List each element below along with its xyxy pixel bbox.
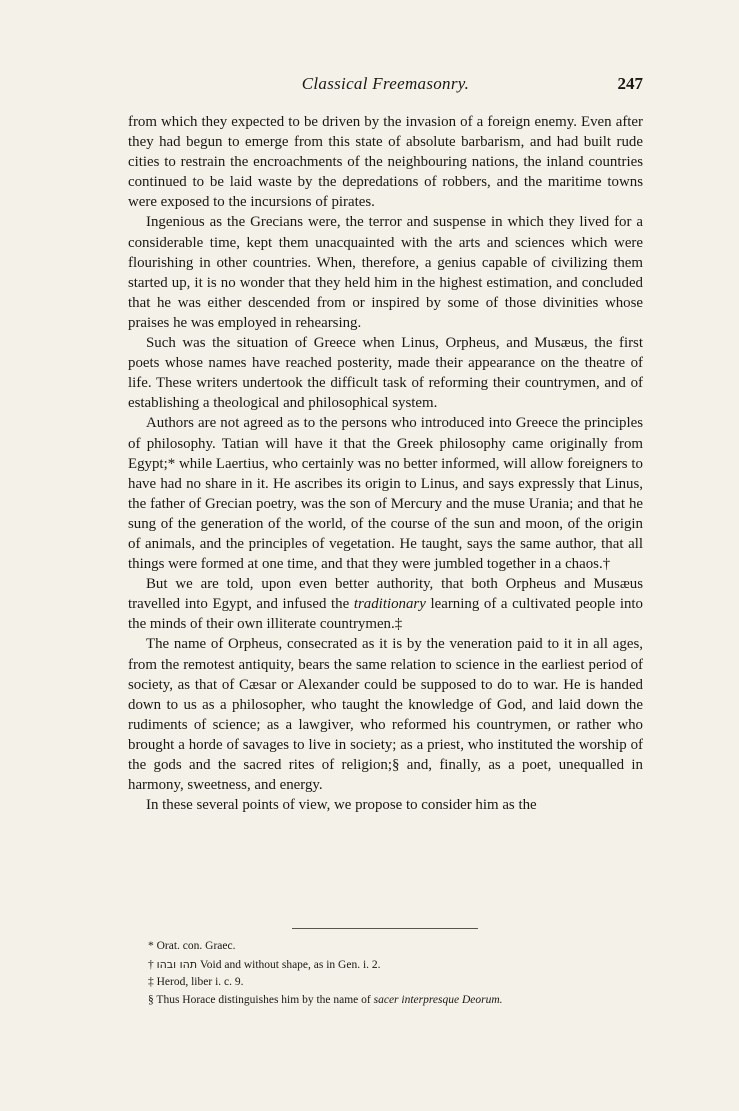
paragraph-5-text-b: learning of a cultivated people into the minds of their own illiterate countrymen.‡ [128,596,643,633]
paragraph-5-text-a: But we are told, upon even better authority, that both Orpheus and Musæus travelled into Egypt, and infused the [128,576,643,613]
footnote-4-text: § Thus Horace distinguishes him by the name of [148,993,374,1006]
footnote-2-mark: † [148,958,154,971]
footnote-rule [292,928,478,929]
footnote-2 [148,956,643,975]
paragraph-2: Ingenious as the Grecians were, the terror and suspense in which they lived for a considerable time, kept them unacquainted with the arts and sciences which were flourishing in other countries. When, therefore, a genius capable of civilizing them started up, it is no wonder that they held him in the highest estimation, and concluded that he was either descended from or inspired by some of those divinities whose praises he was employed in rehearsing. [128,214,643,331]
footnote-4-italic: sacer interpresque Deorum. [373,993,503,1006]
footnote-4 [148,992,643,1010]
paragraph-6: The name of Orpheus, consecrated as it is by the veneration paid to it in all ages, from the remotest antiquity, bears the same relation to science in the earliest period of society, as that of Cæsar or Alexander could be supposed to do to war. He is handed down to us as a philosopher, who taught the knowledge of God, and laid down the rudiments of science; as a lawgiver, who reformed his countrymen, or rather who brought a horde of savages to live in society; as a priest, who instituted the worship of the gods and the sacred rites of religion;§ and, finally, as a poet, unequalled in harmony, sweetness, and energy. [128,636,643,794]
paragraph-4: Authors are not agreed as to the persons who introduced into Greece the principles of philosophy. Tatian will have it that the Greek philosophy came originally from Egypt;* while Laertius, who certainly was no better informed, will allow foreigners to have had no share in it. He ascribes its origin to Linus, and says expressly that Linus, the father of Grecian poetry, was the son of Mercury and the muse Urania; and that he sung of the generation of the world, of the course of the sun and moon, of the origin of animals, and the principles of vegetation. He taught, says the same author, that all things were formed at one time, and that they were jumbled together in a chaos.† [128,415,643,573]
paragraph-1: from which they expected to be driven by the invasion of a foreign enemy. Even after they had begun to emerge from this state of absolute barbarism, and had built rude cities to restrain the encroachments of the neighbouring nations, the inland countries continued to be laid waste by the depredations of robbers, and the maritime towns were exposed to the incursions of pirates. [128,114,643,211]
paragraph-5 [128,574,643,634]
paragraph-3: Such was the situation of Greece when Linus, Orpheus, and Musæus, the first poets whose names have reached posterity, made their appearance on the theatre of life. These writers undertook the difficult task of reforming their countrymen, and of establishing a theological and philosophical system. [128,335,643,412]
page-number: 247 [617,74,643,93]
footnotes [148,938,643,1009]
traditionary-italic: traditionary [353,596,426,613]
footnote-2-text: Void and without shape, as in Gen. i. 2. [199,958,381,971]
footnote-3: ‡ Herod, liber i. c. 9. [148,976,244,988]
footnote-1: * Orat. con. Graec. [148,940,236,952]
running-title: Classical Freemasonry. [301,74,470,93]
body-text [128,112,643,815]
page-header [128,74,643,100]
paragraph-7: In these several points of view, we propose to consider him as the [146,797,537,814]
hebrew-phrase: תהו ובהו [156,957,198,971]
